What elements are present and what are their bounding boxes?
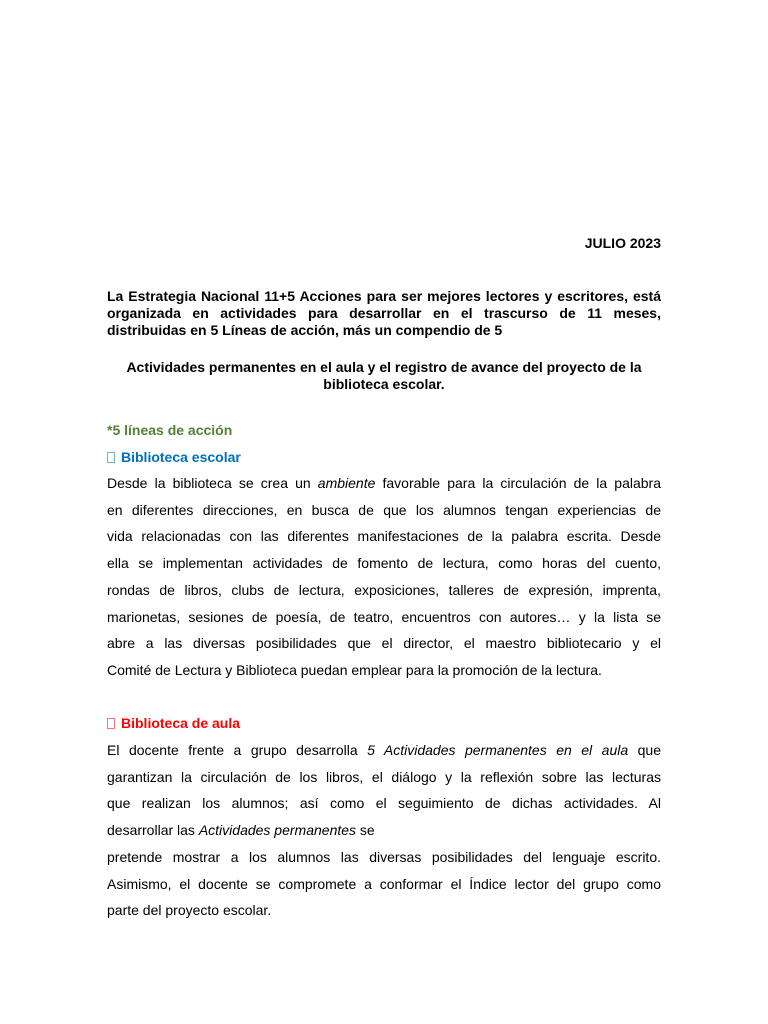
- document-date: JULIO 2023: [584, 235, 661, 251]
- text-segment: parte del proyecto escolar.: [107, 902, 272, 919]
- paragraph-line: [107, 550, 661, 577]
- italic-phrase: ambiente: [317, 475, 376, 491]
- paragraph-line: [107, 871, 661, 898]
- text-segment: Asimismo, el docente se compromete a conformar el Índice lector del grupo como: [107, 875, 661, 892]
- text-segment: se: [356, 822, 375, 839]
- paragraph-line: [107, 470, 661, 497]
- section-title: Biblioteca de aula: [121, 715, 241, 731]
- text-segment: desarrollar las: [107, 822, 199, 839]
- paragraph-line: [107, 497, 661, 524]
- paragraph-line: [107, 817, 661, 844]
- text-segment: rondas de libros, clubs de lectura, exposiciones, talleres de expresión, imprenta,: [107, 581, 661, 598]
- intro-paragraph: La Estrategia Nacional 11+5 Acciones para ser mejores lectores y escritores, está organizada en actividades para desarrollar en el trascurso de 11 meses, distribuidas en 5 Líneas de acción, más un compendio de 5: [107, 288, 661, 338]
- paragraph-line: [107, 577, 661, 604]
- text-segment: que realizan los alumnos; así como el seguimiento de dichas actividades. Al: [107, 795, 661, 812]
- paragraph-line: [107, 630, 661, 657]
- section-paragraph-biblioteca-escolar: [107, 470, 661, 684]
- bullet-icon: [107, 718, 115, 729]
- section-paragraph-biblioteca-de-aula: [107, 737, 661, 924]
- paragraph-line: [107, 604, 661, 631]
- text-segment: garantizan la circulación de los libros, el diálogo y la reflexión sobre las lecturas: [107, 768, 661, 785]
- text-segment: El docente frente a grupo desarrolla: [107, 742, 368, 758]
- paragraph-line: [107, 844, 661, 871]
- text-segment: marionetas, sesiones de poesía, de teatro, encuentros con autores… y la lista se: [107, 608, 661, 625]
- text-segment: Comité de Lectura y Biblioteca puedan emplear para la promoción de la lectura.: [107, 661, 602, 678]
- text-segment: en diferentes direcciones, en busca de que los alumnos tengan experiencias de: [107, 501, 661, 518]
- action-lines-heading: *5 líneas de acción: [107, 422, 233, 438]
- text-segment: abre a las diversas posibilidades que el director, el maestro bibliotecario y el: [107, 635, 661, 652]
- italic-phrase: 5 Actividades permanentes en el aula: [367, 742, 629, 758]
- text-segment: Desde la biblioteca se crea un: [107, 475, 318, 491]
- paragraph-line: [107, 657, 661, 684]
- paragraph-line: [107, 764, 661, 791]
- document-page: [107, 0, 661, 1024]
- text-segment: vida relacionadas con las diferentes manifestaciones de la palabra escrita. Desde: [107, 528, 661, 545]
- paragraph-line: [107, 523, 661, 550]
- text-segment: que: [628, 742, 661, 758]
- italic-phrase: Actividades permanentes: [198, 822, 357, 839]
- paragraph-line: [107, 790, 661, 817]
- section-heading-biblioteca-escolar: [107, 449, 241, 466]
- section-heading-biblioteca-de-aula: [107, 715, 240, 732]
- text-segment: pretende mostrar a los alumnos las diversas posibilidades del lenguaje escrito.: [107, 848, 661, 865]
- text-segment: favorable para la circulación de la palabra: [375, 475, 662, 491]
- section-title: Biblioteca escolar: [121, 449, 241, 465]
- paragraph-line: [107, 897, 661, 924]
- text-segment: ella se implementan actividades de fomento de lectura, como horas del cuento,: [107, 555, 661, 572]
- paragraph-line: [107, 737, 661, 764]
- subtitle-paragraph: Actividades permanentes en el aula y el registro de avance del proyecto de la biblioteca escolar.: [126, 359, 642, 392]
- bullet-icon: [107, 452, 115, 463]
